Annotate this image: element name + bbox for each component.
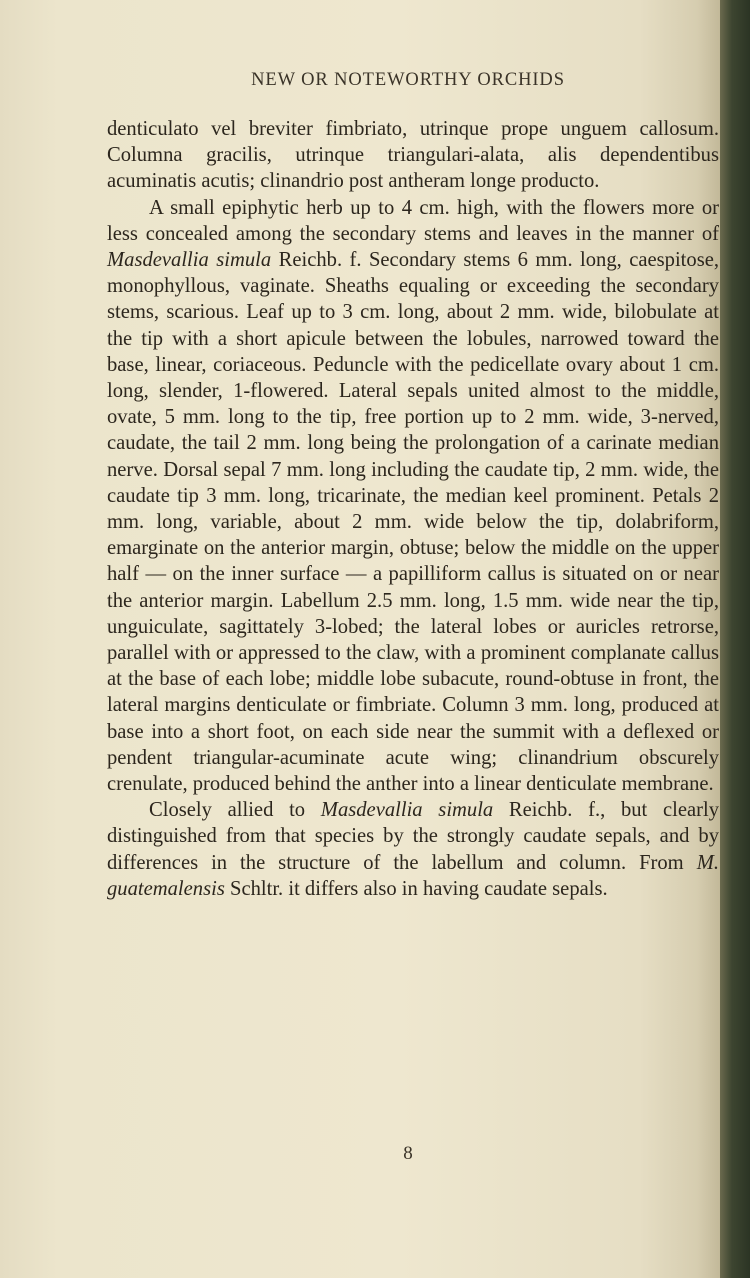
italic-taxon-name: M. guatemalensis: [107, 851, 719, 900]
page-number: 8: [403, 1143, 413, 1164]
running-head: NEW OR NOTEWORTHY ORCHIDS: [251, 70, 565, 90]
italic-taxon-name: Masdevallia simula: [320, 799, 494, 822]
text-segment: Closely allied to: [149, 799, 321, 822]
text-segment: A small epiphytic herb up to 4 cm. high, with the flowers more or less concealed among the secondary stems and leaves in the manner of: [107, 196, 719, 245]
paragraph-3: [107, 797, 719, 902]
italic-taxon-name: Masdevallia simula: [107, 249, 272, 272]
text-segment: Reichb. f., but clearly distinguished from that species by the strongly caudate sepals, and by differences in the structure of the labellum and column. From: [107, 799, 720, 874]
text-segment: Schltr. it differs also in having caudate sepals.: [224, 877, 608, 900]
book-spine-shadow: [720, 0, 750, 1278]
text-segment: denticulato vel breviter fimbriato, utrinque prope unguem callosum. Columna gracilis, utrinque triangulari-alata, alis dependentibus acuminatis acutis; clinandrio post antheram longe producto.: [107, 118, 719, 193]
text-segment: Reichb. f. Secondary stems 6 mm. long, caespitose, monophyllous, vaginate. Sheaths equaling or exceeding the secondary stems, scarious. Leaf up to 3 cm. long, about 2 mm. wide, bilobulate at the tip with a short apicule between the lobules, narrowed toward the base, linear, coriaceous. Peduncle with the pedicellate ovary about 1 cm. long, slender, 1-flowered. Lateral sepals united almost to the middle, ovate, 5 mm. long to the tip, free portion up to 2 mm. wide, 3-nerved, caudate, the tail 2 mm. long being the prolongation of a carinate median nerve. Dorsal sepal 7 mm. long including the caudate tip, 2 mm. wide, the caudate tip 3 mm. long, tricarinate, the median keel prominent. Petals 2 mm. long, variable, about 2 mm. wide below the tip, dolabriform, emarginate on the anterior margin, obtuse; below the middle on the upper half — on the inner surface — a papilliform callus is situated on or near the anterior margin. Labellum 2.5 mm. long, 1.5 mm. wide near the tip, unguiculate, sagittately 3-lobed; the lateral lobes or auricles retrorse, parallel with or appressed to the claw, with a prominent complanate callus at the base of each lobe; middle lobe subacute, round-obtuse in front, the lateral margins denticulate or fimbriate. Column 3 mm. long, produced at base into a short foot, on each side near the summit with a deflexed or pendent triangular-acuminate acute wing; clinandrium obscurely crenulate, produced behind the anther into a linear denticulate membrane.: [107, 249, 719, 796]
paragraph-2: [107, 195, 719, 798]
body-text: [107, 116, 719, 902]
paragraph-1: [107, 116, 719, 195]
